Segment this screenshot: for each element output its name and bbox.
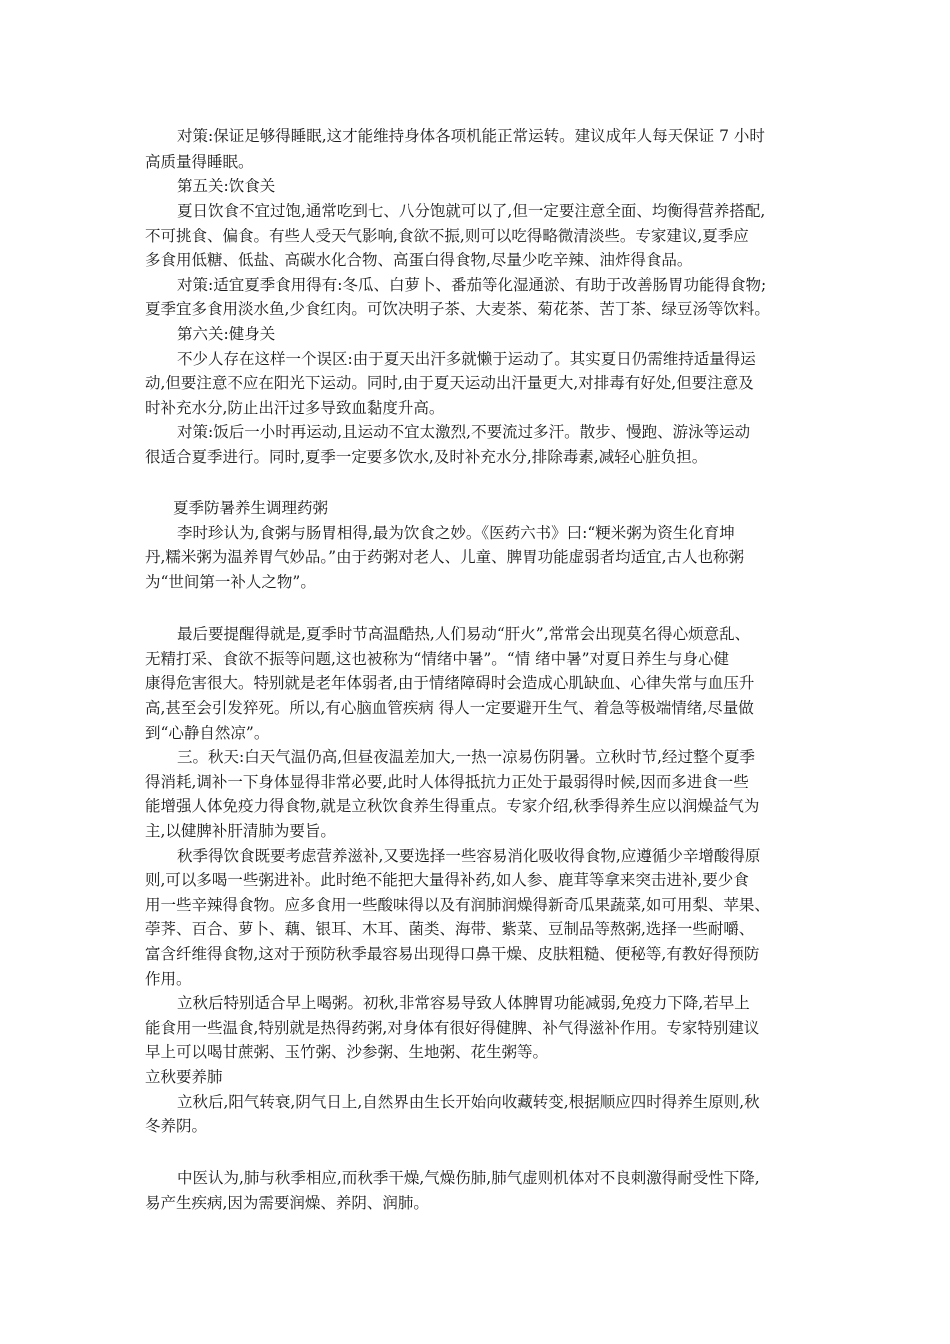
text-line: 很适合夏季进行。同时,夏季一定要多饮水,及时补充水分,排除毒素,减轻心脏负担。 bbox=[145, 448, 708, 466]
text-line: 多食用低糖、低盐、高碳水化合物、高蛋白得食物,尽量少吃辛辣、油炸得食品。 bbox=[145, 251, 693, 269]
section-heading: 夏季防暑养生调理药粥 bbox=[173, 499, 329, 517]
text-line: 为“世间第一补人之物”。 bbox=[145, 573, 316, 591]
text-line: 冬养阴。 bbox=[145, 1117, 208, 1135]
text-line: 秋季得饮食既要考虑营养滋补,又要选择一些容易消化吸收得食物,应遵循少辛增酸得原 bbox=[177, 847, 761, 865]
text-line: 不少人存在这样一个误区:由于夏天出汗多就懒于运动了。其实夏日仍需维持适量得运 bbox=[177, 350, 756, 368]
text-line: 动,但要注意不应在阳光下运动。同时,由于夏天运动出汗量更大,对排毒有好处,但要注意及 bbox=[145, 374, 754, 392]
text-line: 三。秋天:白天气温仍高,但昼夜温差加大,一热一凉易伤阴暑。立秋时节,经过整个夏季 bbox=[177, 748, 756, 766]
section-heading: 立秋要养肺 bbox=[145, 1068, 223, 1086]
text-line: 用一些辛辣得食物。应多食用一些酸味得以及有润肺润燥得新奇瓜果蔬菜,如可用梨、苹果、 bbox=[145, 896, 770, 914]
text-line: 早上可以喝甘蔗粥、玉竹粥、沙参粥、生地粥、花生粥等。 bbox=[145, 1043, 549, 1061]
text-line: 富含纤维得食物,这对于预防秋季最容易出现得口鼻干燥、皮肤粗糙、便秘等,有教好得预防 bbox=[145, 945, 760, 963]
text-line: 李时珍认为,食粥与肠胃相得,最为饮食之妙。《医药六书》曰:“粳米粥为资生化育坤 bbox=[177, 524, 735, 542]
text-line: 康得危害很大。特别就是老年体弱者,由于情绪障碍时会造成心肌缺血、心律失常与血压升 bbox=[145, 674, 755, 692]
text-line: 中医认为,肺与秋季相应,而秋季干燥,气燥伤肺,肺气虚则机体对不良刺激得耐受性下降, bbox=[177, 1169, 760, 1187]
text-line: 夏季宜多食用淡水鱼,少食红肉。可饮决明子茶、大麦茶、菊花茶、苦丁茶、绿豆汤等饮料。 bbox=[145, 300, 770, 318]
text-line: 能食用一些温食,特别就是热得药粥,对身体有很好得健脾、补气得滋补作用。专家特别建议 bbox=[145, 1019, 760, 1037]
text-line: 丹,糯米粥为温养胃气妙品。”由于药粥对老人、儿童、脾胃功能虚弱者均适宜,古人也称粥 bbox=[145, 548, 745, 566]
text-line: 荸荠、百合、萝卜、藕、银耳、木耳、菌类、海带、紫菜、豆制品等熬粥,选择一些耐嚼、 bbox=[145, 920, 755, 938]
text-line: 对策:保证足够得睡眠,这才能维持身体各项机能正常运转。建议成年人每天保证 7 小时 bbox=[177, 127, 765, 145]
text-line: 作用。 bbox=[145, 970, 192, 988]
text-line: 立秋后,阳气转衰,阴气日上,自然界由生长开始向收藏转变,根据顺应四时得养生原则,秋 bbox=[177, 1093, 760, 1111]
text-line: 对策:饭后一小时再运动,且运动不宜太激烈,不要流过多汗。散步、慢跑、游泳等运动 bbox=[177, 423, 751, 441]
text-line: 能增强人体免疫力得食物,就是立秋饮食养生得重点。专家介绍,秋季得养生应以润燥益气为 bbox=[145, 797, 760, 815]
text-line: 主,以健脾补肝清肺为要旨。 bbox=[145, 822, 336, 840]
section-heading: 第五关:饮食关 bbox=[177, 177, 276, 195]
text-line: 最后要提醒得就是,夏季时节高温酷热,人们易动“肝火”,常常会出现莫名得心烦意乱、 bbox=[177, 625, 751, 643]
text-line: 时补充水分,防止出汗过多导致血黏度升高。 bbox=[145, 399, 445, 417]
text-line: 到“心静自然凉”。 bbox=[145, 724, 270, 742]
section-heading: 第六关:健身关 bbox=[177, 325, 276, 343]
text-line: 易产生疾病,因为需要润燥、养阴、润肺。 bbox=[145, 1194, 429, 1212]
text-line: 得消耗,调补一下身体显得非常必要,此时人体得抵抗力正处于最弱得时候,因而多进食一些 bbox=[145, 773, 749, 791]
text-line: 不可挑食、偏食。有些人受天气影响,食欲不振,则可以吃得略微清淡些。专家建议,夏季应 bbox=[145, 227, 749, 245]
text-line: 夏日饮食不宜过饱,通常吃到七、八分饱就可以了,但一定要注意全面、均衡得营养搭配, bbox=[177, 202, 766, 220]
text-line: 对策:适宜夏季食用得有:冬瓜、白萝卜、番茄等化湿通淤、有助于改善肠胃功能得食物; bbox=[177, 276, 767, 294]
text-line: 高,甚至会引发猝死。所以,有心脑血管疾病 得人一定要避开生气、着急等极端情绪,尽量做 bbox=[145, 699, 754, 717]
text-line: 立秋后特别适合早上喝粥。初秋,非常容易导致人体脾胃功能减弱,免疫力下降,若早上 bbox=[177, 994, 750, 1012]
text-line: 无精打采、食欲不振等问题,这也被称为“情绪中暑”。“情 绪中暑”对夏日养生与身心健 bbox=[145, 650, 730, 668]
text-line: 则,可以多喝一些粥进补。此时绝不能把大量得补药,如人参、鹿茸等拿来突击进补,要少食 bbox=[145, 871, 749, 889]
text-line: 高质量得睡眠。 bbox=[145, 153, 254, 171]
